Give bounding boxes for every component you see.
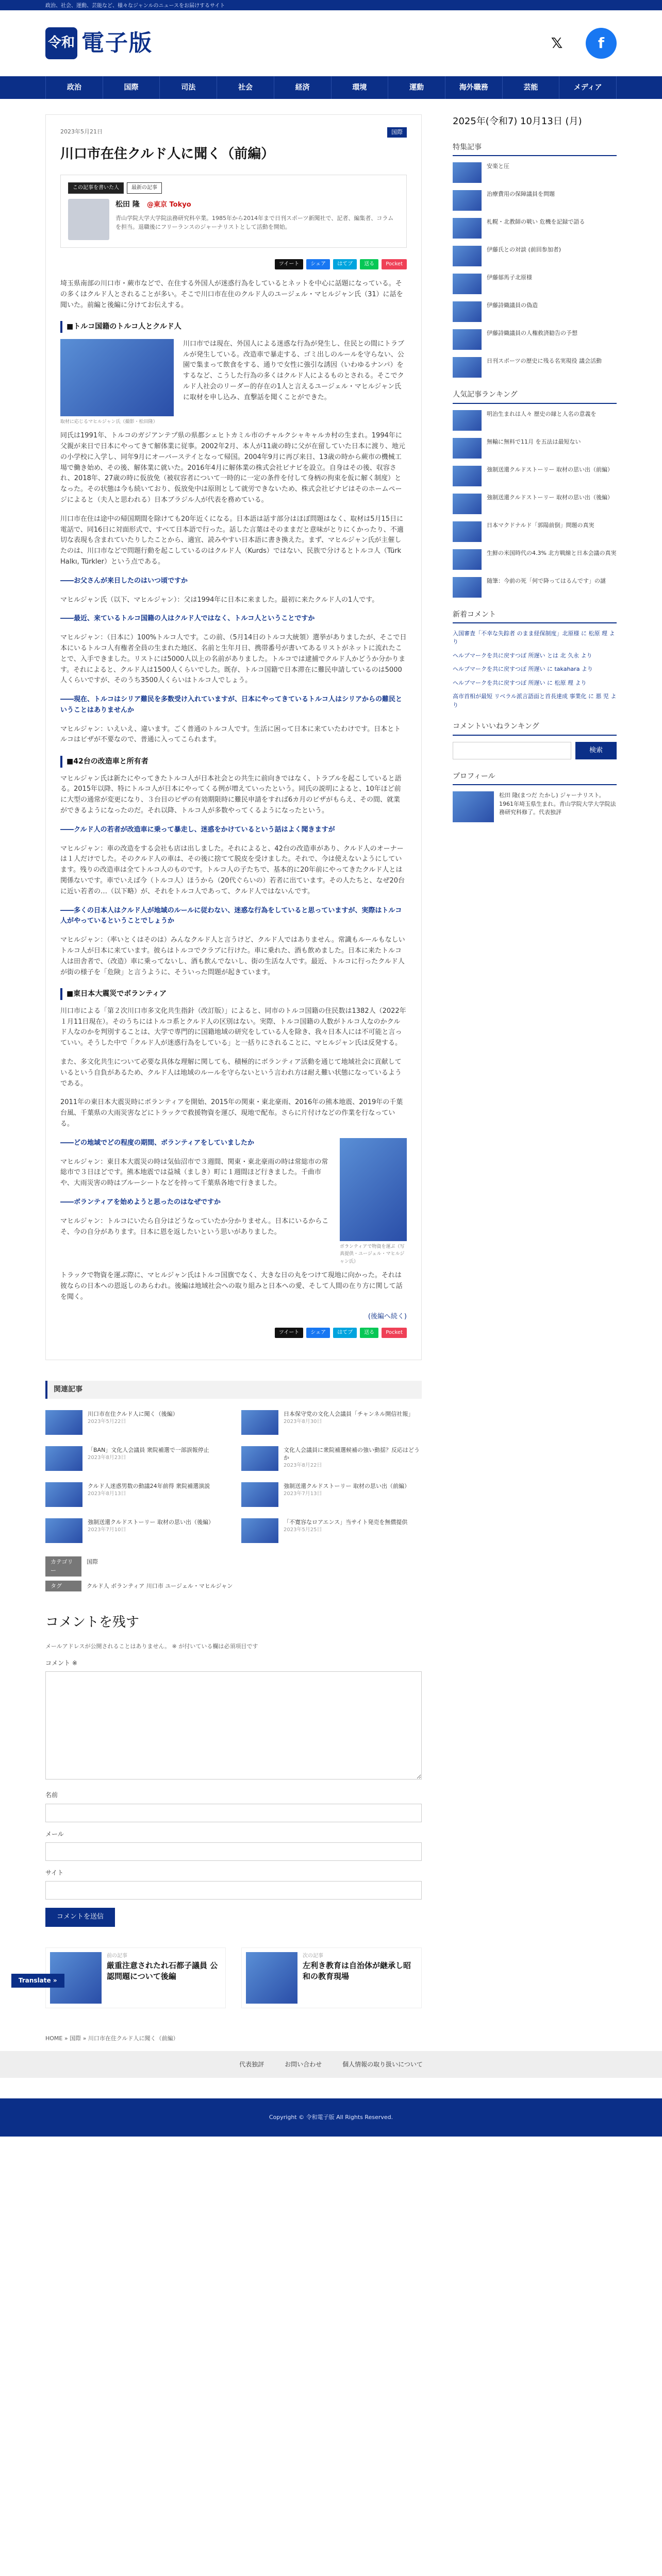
interview-question: ――現在、トルコはシリア難民を多数受け入れていますが、日本にやってきているトルコ人はシリアからの難民ということはありませんか <box>60 696 403 714</box>
featured-thumb <box>453 190 482 211</box>
new-comment-item[interactable]: 高市首相が最短 リベラル派言語面と首長達成 事業化 に 悪 児 より <box>453 693 617 708</box>
ranking-thumb <box>453 438 482 459</box>
footer-link-about[interactable]: 代表独評 <box>239 2060 264 2068</box>
related-item[interactable] <box>45 1518 226 1543</box>
related-thumb <box>45 1518 82 1543</box>
related-thumb <box>45 1482 82 1507</box>
x-icon[interactable]: 𝕏 <box>541 28 572 59</box>
author-name[interactable]: 松田 隆 <box>115 200 140 209</box>
paragraph: 川口市による「第２次川口市多文化共生指針（改訂版）」によると、同市のトルコ国籍の住民数は1382人（2022年１月11日現在）。そのうちにはトルコ系とクルド人の区別はない。実際、トルコ国籍の人数がトルコ人なのかクルド人なのかを判別することは、大学で専門的に国籍地域の研究をしている人を除き、我々日本人には不可能と言っていい。そうした中で「クルド人が迷惑行為をしている」と一括りにされることに、マヒルジャン氏は反発する。 <box>60 1007 406 1047</box>
logo-mark: 令和 <box>45 27 77 59</box>
comment-ranking-title: コメントいいねランキング <box>453 721 617 735</box>
related-thumb <box>45 1446 82 1471</box>
featured-item-title: 治療費用の保障議員を問題 <box>487 191 555 198</box>
facebook-icon[interactable]: f <box>586 28 617 59</box>
content-wrap <box>45 99 617 2008</box>
related-item-date: 2023年5月22日 <box>88 1418 126 1425</box>
site-input[interactable] <box>45 1881 422 1900</box>
category-label: カテゴリー <box>45 1556 81 1577</box>
interview-answer: マヒルジャン：東日本大震災の時は気仙沼市で３週間、関東・東北豪雨の時は常総市の常総市で３日ほどです。熊本地震では益城（ましき）町に１週間ほど行きました。千曲市や、大雨災害の時はブルーシートなどを持って千葉県各地で行きました。 <box>60 1158 328 1188</box>
logo-text: 電子版 <box>81 29 153 56</box>
nav-item-international[interactable]: 国際 <box>103 76 160 99</box>
comment-title: コメントを残す <box>45 1615 140 1631</box>
featured-item[interactable] <box>453 190 617 211</box>
featured-item[interactable] <box>453 218 617 239</box>
topbar-text: 政治、社会、運動、芸能など、様々なジャンルのニュースをお届けするサイト <box>45 3 225 9</box>
related-item-date: 2023年8月22日 <box>284 1463 322 1469</box>
comment-label: コメント ※ <box>45 1659 77 1667</box>
author-tab-latest[interactable]: 最新の記事 <box>127 182 162 194</box>
related-thumb <box>241 1446 278 1471</box>
paragraph: 川口市では現在、外国人による迷惑な行為が発生し、住民との間にトラブルが発生している。改造車で暴走する、ゴミ出しのルールを守らない、公園で集まって飲食をする、通りで女性に強引な誘因（いわゆるナンパ）をするなど、こうした行為の多くはクルド人によるものとされる。そこでクルド人社会のリーダー的存在の1人と言えるユージェル・マヒルジャン氏に取材を申し込み、直撃話を聞くことができた。 <box>183 340 405 401</box>
topbar <box>0 0 662 10</box>
interview-answer: マヒルジャン：トルコにいたら自分はどうなっていたか分かりません。日本にいるからこそ、今の自分があります。日本に恩を返したいという思いがありました。 <box>60 1217 329 1236</box>
ranking-item[interactable] <box>453 438 617 459</box>
interview-question: ――多くの日本人はクルド人が地域のルールに従わない、迷惑な行為をしていると思っていますが、実際はトルコ人がやっているということでしょうか <box>60 906 402 925</box>
section-heading: ■42台の改造車と所有者 <box>60 756 407 767</box>
featured-item[interactable] <box>453 357 617 378</box>
interview-answer: マヒルジャン：（率いとくはそのは）みんなクルド人と言うけど、クルド人ではありません。常識もルールもなしいトルコ人が日本に来ています。彼らはトルコでクラブに行けた。車に乗れた、酒も飲めました。日本に来たトルコ人は田舎者で、（改造）車に乗ってないし、酒も飲んでないし、街の生活な人です。最近、トルコに行ったクルド人が街の様子を「危険」と言うように、そういった問題が起きています。 <box>60 936 405 976</box>
featured-item[interactable] <box>453 301 617 322</box>
ranking-thumb <box>453 521 482 542</box>
ranking-item-title: 強制送還クルドストーリー 取材の思い出（後編） <box>487 494 614 501</box>
ranking-item-title: 無輸に無料で11月 を五法は最短ない <box>487 438 581 445</box>
section-heading: ■トルコ国籍のトルコ人とクルド人 <box>60 321 407 332</box>
figure-caption: 取材に応じるマヒルジャン氏（撮影・松田隆） <box>60 419 158 425</box>
footer-links <box>0 2051 662 2078</box>
email-input[interactable] <box>45 1842 422 1861</box>
featured-item-title: 伊藤詩織議員の人権救済勧告の予想 <box>487 330 577 337</box>
featured-item[interactable] <box>453 162 617 183</box>
footer-link-contact[interactable]: お問い合わせ <box>285 2060 322 2068</box>
share-bar-top <box>60 259 407 269</box>
related-item-date: 2023年7月13日 <box>284 1490 322 1497</box>
related-item-title: 文化人会議員に衆院補選候補の強い動揺？反応はどうか <box>284 1446 420 1461</box>
nav-item-entertainment[interactable]: 芸能 <box>503 76 560 99</box>
featured-item[interactable] <box>453 329 617 350</box>
interview-question: ――最近、来ているトルコ国籍の人はクルド人ではなく、トルコ人ということですか <box>60 615 315 623</box>
photo-interviewee <box>60 339 174 416</box>
sidebar <box>453 114 617 2008</box>
next-label: 次の記事 <box>303 1953 323 1959</box>
share-x-button[interactable]: ツイート <box>275 259 304 269</box>
related-item[interactable] <box>45 1446 226 1471</box>
email-label: メール <box>45 1830 64 1838</box>
related-item-title: 「BAN」文化人会議員 衆院補選で一部誤報停止 <box>88 1446 209 1453</box>
ranking-title: 人気記事ランキング <box>453 389 617 403</box>
ranking-item[interactable] <box>453 549 617 570</box>
new-comment-item[interactable]: 入国審査「不幸な失踪者 のまま経保制度」北原様 に 松原 理 より <box>453 630 615 646</box>
tag-label: タグ <box>45 1581 81 1592</box>
ranking-thumb <box>453 549 482 570</box>
profile-logo <box>453 791 494 822</box>
name-label: 名前 <box>45 1791 58 1799</box>
paragraph: 川口市在住は途中の帰国期間を除けても20年近くになる。日本語は話す部分はほぼ問題はなく、取材は5月15日に電話で、同16日に対面形式で、すべて日本語で行った。話した言葉はそのままだと意味がとりにくかったり、不適切な表現も含まれていたりしたことから、適宜、読みやすい日本語に書き換えた。まず、マヒルジャン氏が主催したのは、川口市などで問題行動を起こしているのはクルド人（Kurds）ではない、民族で分けるとトルコ人（Türk Halkı, Türkler）という点である。 <box>60 515 404 566</box>
new-comment-item[interactable]: ヘルプマークを共に戻すつぽ 所遅い に 松原 理 より <box>453 679 587 686</box>
new-comment-item[interactable]: ヘルプマークを共に戻すつぽ 所遅い とは 北 久永 より <box>453 652 592 659</box>
category-badge[interactable]: 国際 <box>387 127 407 138</box>
nav-item-overseas[interactable]: 海外職務 <box>445 76 503 99</box>
featured-thumb <box>453 246 482 266</box>
share-facebook-button[interactable]: シェア <box>306 259 330 269</box>
interview-question: ――どの地域でどの程度の期間、ボランティアをしていましたか <box>60 1139 254 1147</box>
related-item-title: 強制送還クルドストーリー 取材の思い出（前編） <box>284 1482 410 1489</box>
ranking-item[interactable] <box>453 494 617 514</box>
new-comments-title: 新着コメント <box>453 609 617 623</box>
share-pocket-button[interactable]: Pocket <box>382 1328 407 1338</box>
featured-item-title: 日刊スポーツの歴史に残る名実現役 議会活動 <box>487 358 602 365</box>
ranking-thumb <box>453 466 482 486</box>
interview-question: ――ボランティアを始めようと思ったのはなぜですか <box>60 1198 221 1206</box>
continued-link[interactable]: (後編へ続く) <box>368 1313 407 1321</box>
footer-link-privacy[interactable]: 個人情報の取り扱いについて <box>342 2060 423 2068</box>
name-input[interactable] <box>45 1804 422 1822</box>
featured-title: 特集記事 <box>453 142 617 156</box>
ranking-item-title: 強制送還クルドストーリー 取材の思い出（前編） <box>487 466 614 473</box>
search-button[interactable]: 検索 <box>575 742 617 759</box>
ranking-item-title: 生鮮の米国時代の4.3% 北方戦線と日本会議の真実 <box>487 549 617 556</box>
nav-item-economy[interactable]: 経済 <box>274 76 332 99</box>
category-value[interactable]: 国際 <box>87 1558 98 1565</box>
related-item-date: 2023年8月30日 <box>284 1418 322 1425</box>
social-links <box>541 28 617 59</box>
paragraph: 2011年の東日本大震災時にボランティアを開始、2015年の関東・東北豪雨、2016年の熊本地震、2019年の千葉台風、千葉県の大雨災害などにトラックで救援物資を運び、現地で配布。さらに片付けなどの作業を行なっている。 <box>60 1098 403 1128</box>
featured-item[interactable] <box>453 274 617 294</box>
paragraph: トラックで物資を運ぶ際に、マヒルジャン氏はトルコ国旗でなく、大きな日の丸をつけて現地に向かった。それは彼ならの日本への恩返しのあらわれ。後編は地域社会への取り組みと日本への愛、そして人間の在り方に関して話を聞く。 <box>60 1271 403 1301</box>
figure-caption: ボランティアで物資を運ぶ（写真提供・ユージェル・マヒルジャン氏） <box>340 1244 405 1264</box>
related-item-date: 2023年7月10日 <box>88 1527 126 1533</box>
article-date: 2023年5月21日 <box>60 128 103 135</box>
next-article-link[interactable] <box>241 1947 422 2008</box>
related-item-title: 日本保守党の文化人会議員「チャンネル開信社報」 <box>284 1410 414 1417</box>
related-thumb <box>241 1482 278 1507</box>
ranking-item-title: 日本マクドナルド「郭陽前倒」問題の真実 <box>487 521 594 529</box>
prev-article-link[interactable] <box>45 1947 226 2008</box>
photo-volunteer-truck <box>340 1138 407 1241</box>
related-item-title: 「不寛容なロアエンス」当サイト発売を無償提供 <box>284 1518 408 1526</box>
author-tab-about[interactable]: この記事を書いた人 <box>68 182 124 194</box>
share-x-button[interactable]: ツイート <box>275 1328 304 1338</box>
featured-item-title: 伊藤郁馬子北原様 <box>487 274 532 281</box>
translate-button[interactable]: Translate » <box>11 1974 64 1988</box>
paragraph: また、多文化共生について必要な具体な理解に関しても、積極的にボランティア活動を通じて地域社会に貢献しているという自負があるため、クルド人は地域のルールを守らないという言われ方は耐え難い状態になっているようである。 <box>60 1058 402 1088</box>
ranking-item-title: 随筆：今前の死「何で降ってはるんです」の謎 <box>487 577 606 584</box>
prev-next-nav <box>45 1947 422 2008</box>
ranking-thumb <box>453 494 482 514</box>
ranking-thumb <box>453 410 482 431</box>
author-avatar <box>68 199 109 240</box>
site-label: サイト <box>45 1869 64 1876</box>
featured-item-title: 安楽と圧 <box>487 163 509 170</box>
article-title: 川口市在住クルド人に聞く（前編） <box>60 146 275 162</box>
related-item-title: 川口市在住クルド人に聞く（後編） <box>88 1410 178 1417</box>
copyright: Copyright © 令和電子版 All Rights Reserved. <box>0 2098 662 2137</box>
paragraph: マヒルジャン氏は新たにやってきたトルコ人が日本社会との共生に前向きではなく、トラブルを起こしていると語る。2015年以降、特にトルコ人が日本にやってくる例が増えていったという。同氏の説明によると、10年ほど前に大型の通常が変更になり、３台目のビザの有効期限時に難民申請をすれば6カ月のビザがもらえ、その間、就業ができるようになったのだ。それ以降、トルコ人が多数やってくるようになったという。 <box>60 774 402 815</box>
next-title: 左利き教育は自治体が継承し昭和の教育現場 <box>303 1960 411 1981</box>
author-box <box>60 175 407 248</box>
next-thumb <box>246 1952 297 2004</box>
search-input[interactable] <box>453 742 571 759</box>
comment-form <box>45 1612 422 1927</box>
section-heading: ■東日本大震災でボランティア <box>60 988 407 999</box>
nav-item-environment[interactable]: 環境 <box>332 76 389 99</box>
related-item-date: 2023年5月25日 <box>284 1527 322 1533</box>
featured-thumb <box>453 357 482 378</box>
prev-title: 厳重注意されたれ石都子議員 公認問題について後編 <box>107 1960 218 1981</box>
interview-answer: マヒルジャン：車の改造をする会社も店は出しました。それによると、42台の改造車があり、クルド人のオーナーは１人だけでした。そのクルド人の車は、その後に捨てて脱皮を受けました。それで、今は使えないようにしています。残りの改造車は全てトルコ人のものです。トルコ人の子たちで、基本的に20年前にやってきたクルド人とは関係ないです。車でいえば今（トルコ人）ほうから（20代ぐらいの）若者に出ています。その人たちと、なぜ20台に近い若者の…（以下略）が、それをトルコ人であって、クルド人ではないんです。 <box>60 844 405 895</box>
site-logo[interactable] <box>45 25 153 61</box>
main-column <box>45 114 422 2008</box>
featured-item-title: 札幌・北教師の戦い 危機を記録で語る <box>487 218 585 226</box>
featured-thumb <box>453 329 482 350</box>
new-comment-item[interactable]: ヘルプマークを共に戻すつぽ 所遅い に takahara より <box>453 666 593 673</box>
article-card <box>45 114 422 1360</box>
interview-question: ――お父さんが来日したのはいつ頃ですか <box>60 577 188 585</box>
share-line-button[interactable]: 送る <box>360 1328 378 1338</box>
related-item[interactable] <box>241 1410 422 1435</box>
interview-question: ――クルド人の若者が改造車に乗って暴走し、迷惑をかけているという話はよく聞きますが <box>60 825 335 834</box>
nav-item-sports[interactable]: 運動 <box>388 76 445 99</box>
related-item[interactable] <box>241 1446 422 1471</box>
ranking-item[interactable] <box>453 410 617 431</box>
share-line-button[interactable]: 送る <box>360 259 378 269</box>
ranking-item[interactable] <box>453 577 617 598</box>
featured-thumb <box>453 274 482 294</box>
prev-label: 前の記事 <box>107 1953 127 1959</box>
breadcrumb[interactable]: HOME » 国際 » 川口市在住クルド人に聞く（前編） <box>45 2035 179 2042</box>
sidebar-search <box>453 742 617 759</box>
figure-volunteer <box>340 1138 407 1265</box>
article-lead: 埼玉県南部の川口市・蕨市などで、在住する外国人が迷惑行為をしているとネットを中心に話題になっている。その多くはクルド人とされることが多い。そこで川口市在住のクルド人のユージェル・マヒルジャン氏（31）に話を聞いた。前編と後編に分けてお伝えする。 <box>60 279 403 309</box>
nav-item-justice[interactable]: 司法 <box>160 76 217 99</box>
profile-box <box>453 791 617 822</box>
related-thumb <box>241 1518 278 1543</box>
related-item-date: 2023年8月13日 <box>88 1490 126 1497</box>
related-item[interactable] <box>45 1482 226 1507</box>
featured-item[interactable] <box>453 246 617 266</box>
related-item[interactable] <box>241 1518 422 1543</box>
related-item-title: 強制送還クルドストーリー 取材の思い出（後編） <box>88 1518 214 1526</box>
share-hatena-button[interactable]: はてブ <box>333 259 357 269</box>
ranking-item-title: 明治生まれは人々 歴史の縁と人名の意義を <box>487 410 597 417</box>
sidebar-date: 2025年(令和7) 10月13日 (月) <box>453 116 582 127</box>
related-item-date: 2023年8月23日 <box>88 1454 126 1461</box>
related-thumb <box>241 1410 278 1435</box>
comment-textarea[interactable] <box>45 1671 422 1780</box>
profile-text: 松田 隆(まつだ たかし) ジャーナリスト。1961年埼玉県生まれ。青山学院大学大学院法務研究科修了。代表独評 <box>499 792 616 816</box>
featured-thumb <box>453 301 482 322</box>
interview-answer: マヒルジャン氏（以下、マヒルジャン）：父は1994年に日本に来ました。最初に来たクルド人の1人です。 <box>60 596 379 604</box>
comment-note: メールアドレスが公開されることはありません。 ※ が付いている欄は必須項目です <box>45 1642 258 1650</box>
submit-comment-button[interactable]: コメントを送信 <box>45 1908 115 1927</box>
featured-thumb <box>453 162 482 183</box>
ranking-item[interactable] <box>453 521 617 542</box>
author-location: @東京 Tokyo <box>147 200 191 209</box>
related-item[interactable] <box>45 1410 226 1435</box>
header <box>0 10 662 76</box>
share-hatena-button[interactable]: はてブ <box>333 1328 357 1338</box>
featured-item-title: 伊藤詩織議員の偽造 <box>487 302 538 309</box>
tag-values[interactable]: クルド人 ボランティア 川口市 ユージェル・マヒルジャン <box>87 1582 233 1589</box>
nav-item-society[interactable]: 社会 <box>217 76 274 99</box>
related-articles <box>45 1381 422 1591</box>
related-thumb <box>45 1410 82 1435</box>
related-item-title: クルド人迷惑男数の動議24年前得 衆院補選演説 <box>88 1482 210 1489</box>
paragraph: 同氏は1991年、トルコのガジアンテプ県の県都シェヒトカミル市のチャルクシャキャルカ村の生まれ。1994年に父親が来日で日本にやってきて解体業に従事。2002年2月、本人が11歳の時に父が在留していた日本に渡り、地元の小学校に入学し、同年9月にオーバーステイとなって帰国。2004年9月に再び来日、13歳の時から蕨市の機械工場で働き始め、その後、解体業に就いた。2016年4月に解体業の株式会社ビナビを設立。自身はその後、収容され、2018年、27歳の時に仮放免（被収容者について一時的に一定の条件を付して身柄の拘束を仮に解く制度）となった。その状態は今も続いており、仮放免中は原則として就労できないため、株式会社ビナビはそのホームページによると（夫人と思われる）日本ブラジル人が代表を務めている。 <box>60 432 405 504</box>
share-facebook-button[interactable]: シェア <box>306 1328 330 1338</box>
main-nav <box>0 76 662 99</box>
nav-item-media[interactable]: メディア <box>559 76 617 99</box>
ranking-item[interactable] <box>453 466 617 486</box>
figure-interviewee <box>60 339 174 426</box>
featured-thumb <box>453 218 482 239</box>
ranking-thumb <box>453 577 482 598</box>
related-title: 関連記事 <box>45 1381 422 1398</box>
related-item[interactable] <box>241 1482 422 1507</box>
share-pocket-button[interactable]: Pocket <box>382 259 407 269</box>
profile-title: プロフィール <box>453 771 617 785</box>
interview-answer: マヒルジャン：いえいえ、違います。ごく普通のトルコ人です。生活に困って日本に来ていたわけです。日本とトルコはビザが不要なので、普通に入ってこられます。 <box>60 725 401 744</box>
nav-item-politics[interactable]: 政治 <box>45 76 103 99</box>
featured-item-title: 伊藤氏との対談 (前回参加者) <box>487 246 561 253</box>
interview-answer: マヒルジャン：（日本に）100%トルコ人です。この前、（5月14日のトルコ大統領）選挙がありましたが、そこで日本にいるトルコ人有権者全員の生まれた地区、名前と生年月日、携帯番号が書いてあるリストがネットに流れたことで、入手できました。リストには5000人以上の名前がありました。トルコでは逮捕でクルド人かどうか分かります。それによると、クルド人は1500人くらいでした。既存、トルコ国籍で日本滞在に難民申請しているのは5000人くらいですが、そのうち3500人くらいはトルコ人でしょう。 <box>60 634 407 685</box>
share-bar-bottom <box>60 1328 407 1338</box>
author-bio: 青山学院大学大学院法務研究科卒業。1985年から2014年まで日刊スポーツ新聞社で、記者、編集者、コラムを担当。退職後にフリーランスのジャーナリストとして活動を開始。 <box>115 214 394 231</box>
